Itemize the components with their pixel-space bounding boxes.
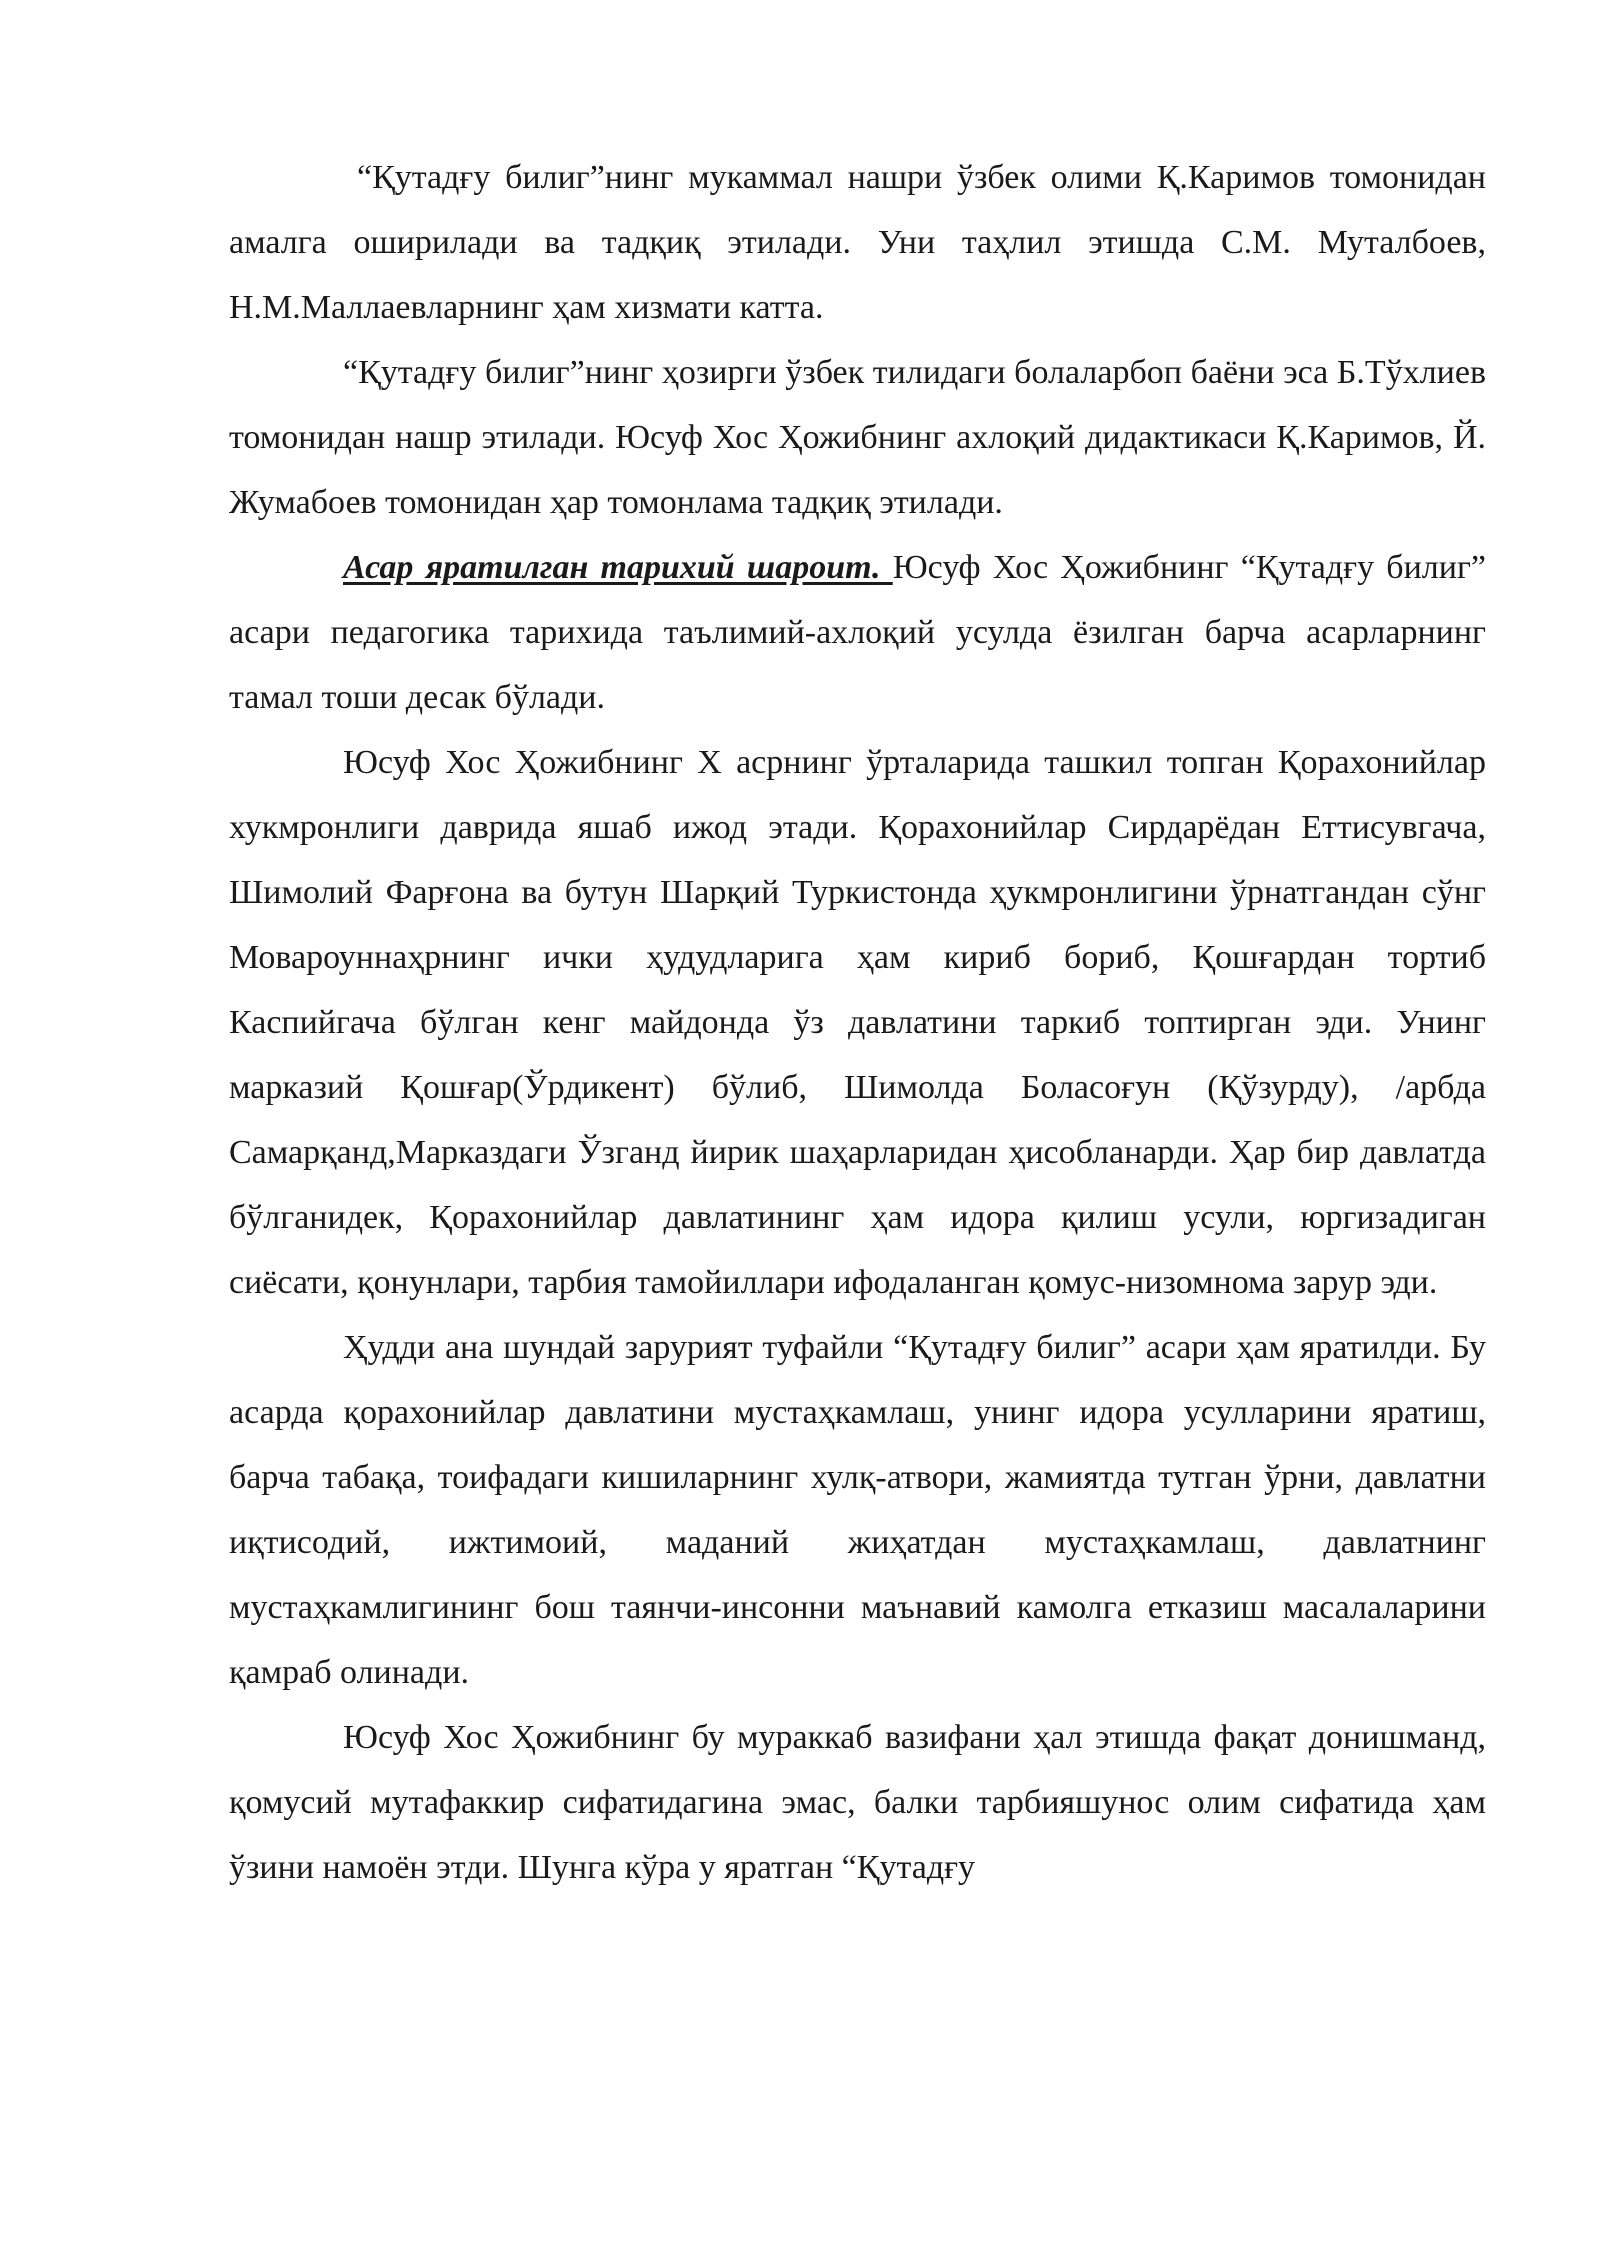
paragraph-1 [229, 145, 1486, 340]
paragraph-4 [229, 730, 1486, 1315]
paragraph-6 [229, 1705, 1486, 1900]
paragraph-2 [229, 340, 1486, 535]
paragraph-text: Юсуф Хос Ҳожибнинг бу мураккаб вазифани ҳал этишда фақат донишманд, қомусий мутафаккир сифатидагина эмас, балки тарбияшунос олим сифатида ҳам ўзини намоён этди. Шунга кўра у яратган “Қутадғу [229, 1719, 1486, 1886]
paragraph-3 [229, 535, 1486, 730]
paragraph-5 [229, 1315, 1486, 1705]
section-heading: Асар яратилган тарихий шароит. [343, 549, 893, 586]
paragraph-text: “Қутадғу билиг”нинг мукаммал нашри ўзбек олими Қ.Каримов томонидан амалга оширилади ва тадқиқ этилади. Уни таҳлил этишда С.М. Муталбоев, Н.М.Маллаевларнинг ҳам хизмати катта. [229, 159, 1486, 326]
paragraph-text: Ҳудди ана шундай зарурият туфайли “Қутадғу билиг” асари ҳам яратилди. Бу асарда қорахонийлар давлатини мустаҳкамлаш, унинг идора усулларини яратиш, барча табақа, тоифадаги кишиларнинг хулқ-атвори, жамиятда тутган ўрни, давлатни иқтисодий, ижтимоий, маданий жиҳатдан мустаҳкамлаш, давлатнинг мустаҳкамлигининг бош таянчи-инсонни маънавий камолга етказиш масалаларини қамраб олинади. [229, 1329, 1486, 1691]
document-body [229, 145, 1486, 1900]
paragraph-text: Юсуф Хос Ҳожибнинг Х асрнинг ўрталарида ташкил топган Қорахонийлар хукмронлиги даврида яшаб ижод этади. Қорахонийлар Сирдарёдан Еттисувгача, Шимолий Фарғона ва бутун Шарқий Туркистонда ҳукмронлигини ўрнатгандан сўнг Мовароуннаҳрнинг ички ҳудудларига ҳам кириб бориб, Қошғардан тортиб Каспийгача бўлган кенг майдонда ўз давлатини таркиб топтирган эди. Унинг марказий Қошғар(Ўрдикент) бўлиб, Шимолда Боласоғун (Қўзурду), /арбда Самарқанд,Марказдаги Ўзганд йирик шаҳарларидан ҳисобланарди. Ҳар бир давлатда бўлганидек, Қорахонийлар давлатининг ҳам идора қилиш усули, юргизадиган сиёсати, қонунлари, тарбия тамойиллари ифодаланган қомус-низомнома зарур эди. [229, 744, 1486, 1301]
paragraph-text: “Қутадғу билиг”нинг ҳозирги ўзбек тилидаги болаларбоп баёни эса Б.Тўхлиев томонидан нашр этилади. Юсуф Хос Ҳожибнинг ахлоқий дидактикаси Қ.Каримов, Й. Жумабоев томонидан ҳар томонлама тадқиқ этилади. [229, 354, 1486, 521]
paragraph-text: Юсуф Хос Ҳожибнинг “Қутадғу билиг” асари педагогика тарихида таълимий-ахлоқий усулда ёзилган барча асарларнинг тамал тоши десак бўлади. [229, 549, 1486, 716]
